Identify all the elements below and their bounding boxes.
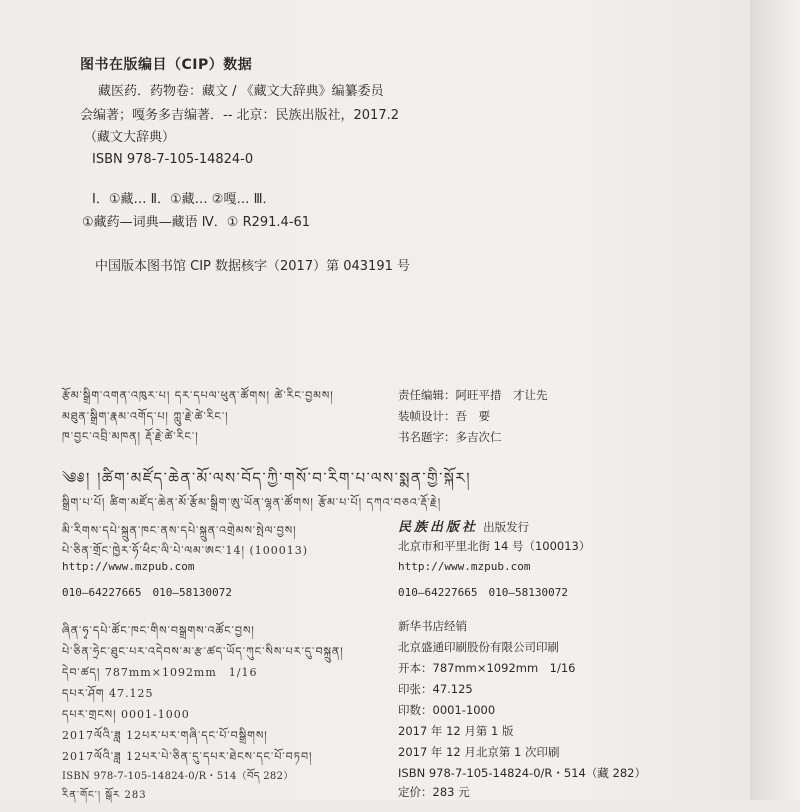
- cip-classification-2: ①藏药—词典—藏语 Ⅳ．① R291.4-61: [82, 215, 311, 230]
- publisher-address: 北京市和平里北街 14 号（100013）: [398, 539, 591, 553]
- publisher-url-left: http://www.mzpub.com: [62, 560, 195, 573]
- publisher-label: 出版发行: [483, 520, 530, 534]
- print-tibetan-8: ISBN 978-7-105-14824-0/R・514（བོད 282）: [62, 771, 294, 782]
- cip-line-2: 会编著；嘎务多吉编著．-- 北京：民族出版社，2017.2: [80, 108, 400, 123]
- print-isbn: ISBN 978-7-105-14824-0/R・514（藏 282）: [398, 766, 646, 780]
- print-distributor: 新华书店经销: [398, 619, 467, 633]
- publisher-phones-left: 010—64227665 010—58130072: [62, 586, 232, 599]
- print-tibetan-4: དཔར་ཤོག 47.125: [62, 687, 154, 700]
- credits-tibetan-3: ཁ་བྱང་འབྲི་མཁན། རྡོ་རྗེ་ཚེ་རིང་།: [62, 430, 199, 443]
- print-printer: 北京盛通印刷股份有限公司印刷: [398, 640, 559, 654]
- publisher-logo: 民族出版社: [398, 520, 479, 535]
- print-tibetan-7: 2017ལོའི་ཟླ 12པར་པེ་ཅིན་དུ་དཔར་ཐེངས་དང་པོ་བཏབ།: [62, 750, 313, 763]
- print-edition: 2017 年 12 月第 1 版: [398, 724, 514, 738]
- book-title-tibetan: ༄༅། །ཚིག་མཛོད་ཆེན་མོ་ལས་བོད་ཀྱི་གསོ་བ་རིག་པ་ལས་སྨན་གྱི་སྐོར།: [62, 469, 472, 487]
- cip-line-1: 藏医药．药物卷：藏文 / 《藏文大辞典》编纂委员: [98, 84, 384, 99]
- print-sheets: 印张：47.125: [398, 682, 473, 696]
- cip-series: （藏文大辞典）: [84, 130, 176, 145]
- publisher-phones: 010—64227665 010—58130072: [398, 586, 568, 599]
- print-tibetan-3: དེབ་ཚད། 787mm×1092mm 1/16: [62, 666, 258, 679]
- cip-isbn: ISBN 978-7-105-14824-0: [92, 152, 254, 167]
- publisher-url: http://www.mzpub.com: [398, 560, 531, 573]
- credits-tibetan-2: མཐུན་སྒྲིག་རྣམ་འགོད་པ། ཀླུ་རྗེ་ཚེ་རིང་།: [62, 410, 229, 423]
- credits-calligraphy: 书名题字：多吉次仁: [398, 430, 502, 444]
- credits-editor: 责任编辑：阿旺平措 才让先: [398, 388, 548, 402]
- cip-title: 图书在版编目（CIP）数据: [80, 57, 253, 73]
- print-tibetan-9: རིན་གོང་། སྒོར 283: [62, 790, 147, 801]
- print-impression: 2017 年 12 月北京第 1 次印刷: [398, 745, 560, 759]
- publisher-line: [398, 516, 529, 535]
- print-format: 开本：787mm×1092mm 1/16: [398, 661, 576, 675]
- cip-classification-1: Ⅰ．①藏… Ⅱ．①藏… ②嘎… Ⅲ．: [92, 192, 276, 207]
- book-subtitle-tibetan: སྒྲིག་པ་པོ། ཚིག་མཛོད་ཆེན་མོ་རྩོམ་སྒྲིག་ཨུ་ཡོན་ལྷན་ཚོགས། རྩོམ་པ་པོ། དཀའ་བཅའ་རྡོ་རྗེ།: [62, 496, 442, 509]
- print-tibetan-2: པེ་ཅིན་ཧྲེང་ཐུང་པར་འདེབས་མ་རྩ་ཚད་ཡོད་ཀུང་སིས་པར་དུ་བསྐྲུན།: [62, 645, 344, 658]
- credits-tibetan-1: རྩོམ་སྒྲིག་འགན་འཁུར་པ། དར་དཔལ་ཕུན་ཚོགས། ཚེ་རིང་བྱམས།: [62, 389, 334, 402]
- print-tibetan-5: དཔར་གྲངས། 0001-1000: [62, 708, 190, 721]
- print-tibetan-6: 2017ལོའི་ཟླ 12པར་པར་གཞི་དང་པོ་བསྒྲིགས།: [62, 729, 268, 742]
- page-spine-shadow: [750, 0, 800, 800]
- cip-data-number: 中国版本图书馆 CIP 数据核字（2017）第 043191 号: [95, 259, 410, 274]
- publisher-tibetan-1: མི་རིགས་དཔེ་སྐྲུན་ཁང་ནས་དཔེ་སྐྲུན་འགྲེམས་སྤེལ་བྱས།: [62, 524, 297, 537]
- print-price: 定价：283 元: [398, 785, 470, 799]
- publisher-tibetan-2: པེ་ཅིན་གྲོང་ཁྱེར་ཧོ་ཕིང་ལི་པེ་ལམ་ཨང་14། (100013): [62, 544, 309, 557]
- print-run: 印数：0001-1000: [398, 703, 496, 717]
- credits-designer: 装帧设计：吾 要: [398, 409, 490, 423]
- print-tibetan-1: ཞིན་ཧྭ་དཔེ་ཚོང་ཁང་གིས་བསྒྲགས་འཚོང་བྱས།: [62, 624, 255, 637]
